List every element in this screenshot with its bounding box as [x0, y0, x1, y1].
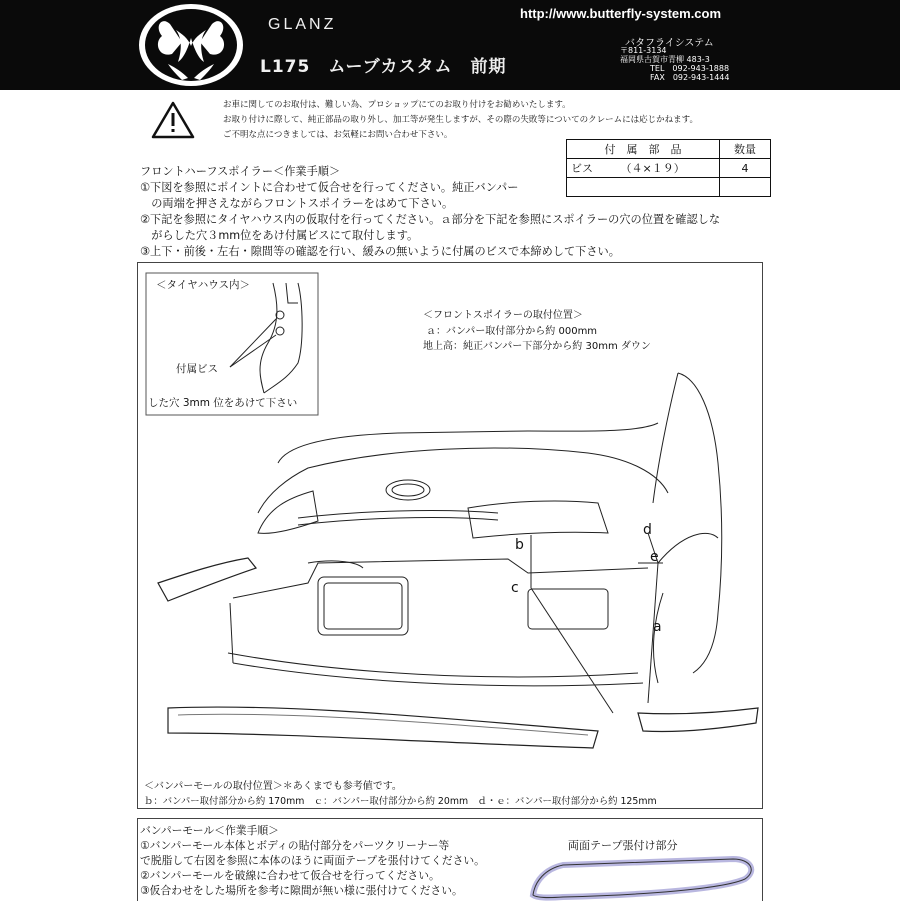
label-d: d: [643, 522, 652, 538]
brand-name: GLANZ: [268, 16, 337, 33]
parts-table: [566, 139, 771, 197]
tape-label: 両面テープ張付け部分: [568, 839, 678, 852]
spoiler-steps-title: フロントハーフスポイラー＜作業手順＞: [140, 165, 341, 178]
address: 福岡県古賀市青柳 483-3: [620, 55, 710, 64]
molding-step-1b: で脱脂して右図を参照に本体のほうに両面テープを張付けてください。: [140, 854, 485, 867]
spoiler-step-1b: の両端を押さえながらフロントスポイラーをはめて下さい。: [140, 197, 454, 210]
molding-step-1a: ①バンパーモール本体とボディの貼付部分をパーツクリーナー等: [140, 839, 450, 852]
tire-house-title: ＜タイヤハウス内＞: [156, 279, 250, 291]
molding-tape-diagram: [523, 851, 759, 901]
header-bar: [0, 0, 900, 90]
hole-note: した穴 3mm 位をあけて下さい: [148, 397, 298, 409]
qty-header: 数量: [720, 140, 771, 159]
warning-icon: [150, 100, 196, 144]
molding-step-2: ②バンパーモールを破線に合わせて仮合せを行ってください。: [140, 869, 440, 882]
bumper-molding-section: [137, 818, 763, 901]
spoiler-position-a: ａ：バンパー取付部分から約 000mm: [426, 326, 598, 337]
tel: TEL 092-943-1888: [650, 64, 730, 73]
qty-cell: [720, 178, 771, 197]
butterfly-logo: [132, 2, 250, 88]
screw-label: 付属ビス: [176, 363, 218, 375]
molding-steps-title: バンパーモール＜作業手順＞: [140, 824, 279, 837]
molding-position-values: ｂ：バンパー取付部分から約 170mm ｃ：バンパー取付部分から約 20mm ｄ・ｅ：バンパー取付部分から約 125mm: [144, 796, 657, 807]
company-name: バタフライシステム: [625, 38, 714, 49]
spoiler-step-3: ③上下・前後・左右・隙間等の確認を行い、緩みの無いように付属のビスで本締めして下さい。: [140, 245, 620, 258]
caution-line-1: お車に関してのお取付は、難しい為、プロショップにてのお取り付けをお勧めいたします。: [223, 100, 571, 110]
label-c: c: [511, 580, 519, 596]
molding-step-3: ③仮合わせをした場所を参考に隙間が無い様に張付けてください。: [140, 884, 463, 897]
label-a: a: [653, 619, 662, 635]
spoiler-step-1a: ①下図を参照にポイントに合わせて仮合せを行ってください。純正バンパー: [140, 181, 519, 194]
ground-clearance: 地上高：純正バンパー下部分から約 30mm ダウン: [423, 341, 651, 352]
installation-diagram: [137, 262, 763, 809]
spoiler-position-title: ＜フロントスポイラーの取付位置＞: [423, 310, 583, 321]
parts-cell: [567, 178, 720, 197]
label-e: e: [650, 549, 659, 565]
parts-header: 付 属 部 品: [567, 140, 720, 159]
qty-cell: 4: [720, 159, 771, 178]
caution-line-3: ご不明な点につきましては、お気軽にお問い合わせ下さい。: [223, 130, 453, 140]
spoiler-step-2b: がらした穴３mm位をあけ付属ビスにて取付します。: [140, 229, 419, 242]
parts-cell: ビス （４×１９）: [567, 159, 720, 178]
model-title: L175 ムーブカスタム 前期: [260, 57, 507, 77]
postal-code: 〒811-3134: [620, 46, 667, 55]
molding-position-title: ＜バンパーモールの取付位置＞＊あくまでも参考値です。: [144, 781, 402, 792]
fax: FAX 092-943-1444: [650, 73, 730, 82]
website-url[interactable]: http://www.butterfly-system.com: [520, 6, 722, 21]
spoiler-step-2a: ②下記を参照にタイヤハウス内の仮取付を行ってください。ａ部分を下記を参照にスポイラーの穴の位置を確認しな: [140, 213, 721, 226]
label-b: b: [515, 537, 524, 553]
caution-line-2: お取り付けに際して、純正部品の取り外し、加工等が発生しますが、その際の失敗等についてのクレームには応じかねます。: [223, 115, 698, 125]
